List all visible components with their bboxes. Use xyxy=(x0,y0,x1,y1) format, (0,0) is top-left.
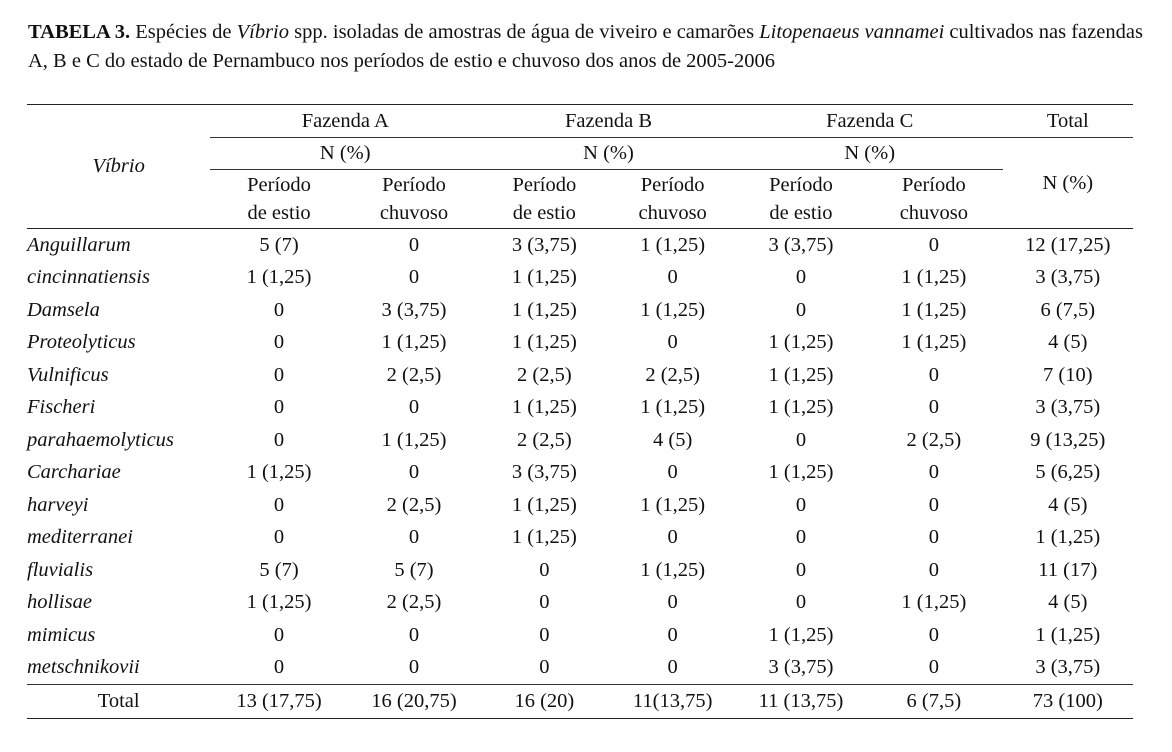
table-row xyxy=(27,359,1133,392)
table-cell: 0 xyxy=(928,396,939,419)
table-row xyxy=(27,424,1133,457)
table-cell: 11 (17) xyxy=(1038,558,1098,581)
table-cell: 0 xyxy=(408,396,420,419)
total-cell: 6 (7,5) xyxy=(865,685,1002,719)
table-cell: 0 xyxy=(273,623,285,646)
farm-c-header: Fazenda C xyxy=(737,105,1003,138)
table-cell: 0 xyxy=(273,331,285,354)
table-cell: 3 (3,75) xyxy=(1035,266,1101,289)
total-label: Total xyxy=(27,685,210,719)
table-cell: 1 (1,25) xyxy=(511,396,577,419)
table-cell: 0 xyxy=(408,266,420,289)
table-cell: 0 xyxy=(273,298,285,321)
table-cell: 0 xyxy=(795,266,807,289)
table-cell: 2 (2,5) xyxy=(386,363,442,386)
table-cell: 1 (1,25) xyxy=(768,331,834,354)
table-cell: 0 xyxy=(928,363,939,386)
period-line2: de estio xyxy=(769,202,833,224)
species-name: Anguillarum xyxy=(27,233,131,256)
farm-b-npct: N (%) xyxy=(480,138,737,170)
table-cell: 2 (2,5) xyxy=(386,493,442,516)
species-name: hollisae xyxy=(27,591,92,614)
table-row xyxy=(27,587,1133,620)
table-cell: 12 (17,25) xyxy=(1025,233,1111,256)
table-row xyxy=(27,522,1133,555)
table-cell: 3 (3,75) xyxy=(511,233,577,256)
caption-text-1: Espécies de xyxy=(130,21,237,43)
table-cell: 3 (3,75) xyxy=(737,652,865,685)
table-cell: 0 xyxy=(795,428,807,451)
table-cell: 3 (3,75) xyxy=(1035,396,1101,419)
species-name: mediterranei xyxy=(27,526,133,549)
period-line2: de estio xyxy=(247,202,311,224)
table-cell: 0 xyxy=(795,526,807,549)
table-cell: 1 (1,25) xyxy=(381,331,447,354)
table-cell: 0 xyxy=(539,558,550,581)
table-cell: 2 (2,5) xyxy=(386,591,442,614)
table-cell: 0 xyxy=(865,652,1002,685)
table-cell: 1 (1,25) xyxy=(768,396,834,419)
table-row xyxy=(27,652,1133,685)
table-cell: 1 (1,25) xyxy=(901,591,967,614)
table-cell: 1 (1,25) xyxy=(511,493,577,516)
table-cell: 0 xyxy=(480,652,608,685)
table-cell: 0 xyxy=(539,591,550,614)
period-line1: Período xyxy=(382,174,446,196)
table-cell: 4 (5) xyxy=(653,428,693,451)
table-cell: 0 xyxy=(408,233,420,256)
table-row xyxy=(27,262,1133,295)
caption-genus: Víbrio xyxy=(236,21,290,43)
table-cell: 6 (7,5) xyxy=(1040,298,1096,321)
total-cell: 13 (17,75) xyxy=(210,685,347,719)
table-cell: 4 (5) xyxy=(1048,493,1088,516)
table-cell: 0 xyxy=(273,428,285,451)
table-cell: 0 xyxy=(667,526,678,549)
table-cell: 7 (10) xyxy=(1043,363,1093,386)
table-row xyxy=(27,392,1133,425)
table-cell: 1 (1,25) xyxy=(381,428,447,451)
table-cell: 0 xyxy=(408,623,420,646)
table-cell: 0 xyxy=(795,298,807,321)
table-cell: 3 (3,75) xyxy=(381,298,447,321)
table-cell: 1 (1,25) xyxy=(246,461,312,484)
table-row xyxy=(27,327,1133,360)
table-cell: 0 xyxy=(928,493,939,516)
table-cell: 1 (1,25) xyxy=(640,298,706,321)
table-row xyxy=(27,229,1133,262)
table-cell: 2 (2,5) xyxy=(517,363,572,386)
table-cell: 1 (1,25) xyxy=(1035,526,1101,549)
period-line1: Período xyxy=(769,174,833,196)
farm-a-header: Fazenda A xyxy=(210,105,480,138)
table-cell: 1 (1,25) xyxy=(511,298,577,321)
period-line1: Período xyxy=(512,174,577,196)
species-name: Vulnificus xyxy=(27,363,109,386)
species-name: Carchariae xyxy=(27,461,121,484)
species-name: parahaemolyticus xyxy=(27,428,174,451)
table-cell: 1 (1,25) xyxy=(511,331,577,354)
table-header xyxy=(27,105,1133,229)
table-cell: 0 xyxy=(667,623,678,646)
table-row xyxy=(27,619,1133,652)
caption-species: Litopenaeus vannamei xyxy=(759,21,945,43)
table-cell: 0 xyxy=(408,461,420,484)
table-cell: 0 xyxy=(273,396,285,419)
table-cell: 5 (6,25) xyxy=(1035,461,1101,484)
farm-c-rainy-header xyxy=(865,170,1002,229)
species-name: cincinnatiensis xyxy=(27,266,150,289)
table-cell: 1 (1,25) xyxy=(901,331,967,354)
table-cell: 0 xyxy=(928,233,939,256)
table-cell: 9 (13,25) xyxy=(1030,428,1106,451)
farm-a-npct: N (%) xyxy=(210,138,480,170)
table-row xyxy=(27,457,1133,490)
table-cell: 0 xyxy=(539,623,550,646)
table-cell: 1 (1,25) xyxy=(640,233,706,256)
period-line1: Período xyxy=(247,174,311,196)
table-cell: 0 xyxy=(273,363,285,386)
table-cell: 0 xyxy=(928,461,939,484)
table-cell: 5 (7) xyxy=(394,558,434,581)
farm-a-dry-header xyxy=(210,170,347,229)
total-row xyxy=(27,685,1133,719)
species-name: mimicus xyxy=(27,623,96,646)
table-cell: 0 xyxy=(667,461,678,484)
table-cell: 1 (1,25) xyxy=(901,266,967,289)
table-cell: 1 (1,25) xyxy=(640,493,706,516)
table-cell: 0 xyxy=(795,558,807,581)
row-label-header: Víbrio xyxy=(27,105,210,229)
table-cell: 3 (3,75) xyxy=(768,233,834,256)
table-row xyxy=(27,294,1133,327)
table-cell: 0 xyxy=(273,526,285,549)
table-cell: 0 xyxy=(928,526,939,549)
farm-b-dry-header xyxy=(480,170,608,229)
period-line2: chuvoso xyxy=(379,202,449,224)
table-caption xyxy=(28,18,1148,76)
total-cell: 16 (20) xyxy=(480,685,608,719)
caption-text-2: spp. isoladas de amostras de água de viveiro e camarões xyxy=(289,21,760,43)
species-name: Damsela xyxy=(27,298,100,321)
table-cell: 5 (7) xyxy=(259,233,299,256)
table-cell: 4 (5) xyxy=(1048,591,1088,614)
table-cell: 1 (1,25) xyxy=(640,396,706,419)
table-cell: 1 (1,25) xyxy=(511,526,577,549)
table-cell: 1 (1,25) xyxy=(511,266,577,289)
period-line2: chuvoso xyxy=(638,202,707,224)
table-cell: 0 xyxy=(667,266,678,289)
table-cell: 1 (1,25) xyxy=(1035,623,1101,646)
table-cell: 0 xyxy=(928,558,939,581)
period-line1: Período xyxy=(640,174,705,196)
table-cell: 0 xyxy=(273,493,285,516)
farm-b-header: Fazenda B xyxy=(480,105,737,138)
table-row xyxy=(27,554,1133,587)
species-name: metschnikovii xyxy=(27,652,210,685)
total-npct: N (%) xyxy=(1003,138,1133,229)
table-cell: 0 xyxy=(667,591,678,614)
caption-text-3: cultivados nas fazendas A, B e C do estado de Pernambuco nos períodos de estio e chuvoso dos anos de 2005-2006 xyxy=(28,21,1143,72)
farm-a-rainy-header xyxy=(348,170,480,229)
table-cell: 1 (1,25) xyxy=(640,558,706,581)
period-line1: Período xyxy=(901,174,966,196)
table-cell: 1 (1,25) xyxy=(768,623,834,646)
table-cell: 2 (2,5) xyxy=(906,428,962,451)
table-cell: 1 (1,25) xyxy=(768,363,834,386)
table-cell: 0 xyxy=(795,493,807,516)
table-body xyxy=(27,229,1133,719)
table-cell: 3 (3,75) xyxy=(511,461,577,484)
table-cell: 1 (1,25) xyxy=(246,266,312,289)
farm-b-rainy-header xyxy=(609,170,737,229)
caption-label: TABELA 3. xyxy=(28,21,131,43)
species-name: harveyi xyxy=(27,493,89,516)
farm-c-dry-header xyxy=(737,170,865,229)
table-cell: 0 xyxy=(210,652,347,685)
table-cell: 0 xyxy=(348,652,480,685)
table-cell: 2 (2,5) xyxy=(645,363,700,386)
farm-c-npct: N (%) xyxy=(737,138,1003,170)
table-row xyxy=(27,489,1133,522)
total-cell: 11(13,75) xyxy=(609,685,737,719)
table-cell: 5 (7) xyxy=(259,558,299,581)
table-cell: 0 xyxy=(609,652,737,685)
species-name: Proteolyticus xyxy=(27,331,136,354)
table-cell: 1 (1,25) xyxy=(768,461,834,484)
table-cell: 3 (3,75) xyxy=(1003,652,1133,685)
table-cell: 0 xyxy=(408,526,420,549)
species-name: fluvialis xyxy=(27,558,94,581)
table-cell: 0 xyxy=(667,331,678,354)
period-line2: de estio xyxy=(512,202,576,224)
table-cell: 2 (2,5) xyxy=(517,428,572,451)
total-cell: 11 (13,75) xyxy=(737,685,865,719)
table-cell: 1 (1,25) xyxy=(901,298,967,321)
vibrio-table xyxy=(27,104,1133,719)
total-cell: 73 (100) xyxy=(1003,685,1133,719)
period-line2: chuvoso xyxy=(899,202,969,224)
total-cell: 16 (20,75) xyxy=(348,685,480,719)
total-header: Total xyxy=(1003,105,1133,138)
table-cell: 0 xyxy=(795,591,807,614)
table-cell: 0 xyxy=(928,623,939,646)
species-name: Fischeri xyxy=(27,396,96,419)
table-cell: 4 (5) xyxy=(1048,331,1088,354)
table-cell: 1 (1,25) xyxy=(246,591,312,614)
